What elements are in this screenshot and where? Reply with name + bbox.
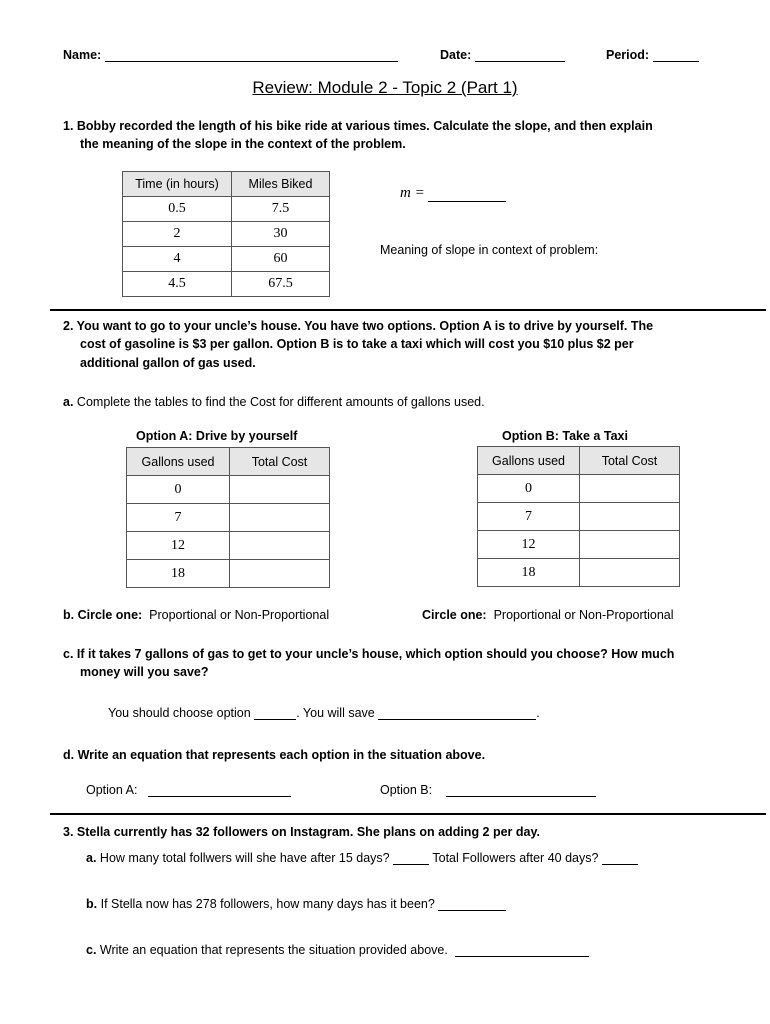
table-row (127, 504, 330, 532)
option-a-label: Option A: (86, 783, 138, 797)
table-row (127, 476, 330, 504)
cost-cell[interactable] (580, 559, 680, 587)
q2c-line1: c. If it takes 7 gallons of gas to get to your uncle’s house, which option should you choose? How much (63, 647, 675, 661)
q2-line3: additional gallon of gas used. (80, 356, 256, 370)
q1-cell: 0.5 (123, 197, 232, 222)
table-row (478, 531, 680, 559)
q2a-text: Complete the tables to find the Cost for different amounts of gallons used. (76, 395, 485, 409)
option-a-header-cost: Total Cost (230, 448, 330, 476)
circle-options[interactable]: Proportional or Non-Proportional (493, 608, 674, 622)
name-line (63, 48, 398, 62)
cost-cell[interactable] (580, 531, 680, 559)
q1-table (122, 171, 330, 297)
option-a-equation-blank[interactable] (148, 786, 291, 797)
option-b-table (477, 446, 680, 587)
slope-meaning-label: Meaning of slope in context of problem: (380, 243, 599, 257)
date-line (440, 48, 565, 62)
q2a-prompt (63, 395, 485, 409)
circle-label: Circle one: (422, 608, 487, 622)
q2b-label: b. Circle one: (63, 608, 143, 622)
name-blank[interactable] (105, 49, 398, 62)
section-divider (50, 813, 766, 815)
slope-answer (400, 185, 506, 202)
q2c-answer-part1: You should choose option (108, 706, 251, 720)
option-a-equation (86, 783, 291, 797)
table-row (127, 560, 330, 588)
table-row (127, 532, 330, 560)
slope-label: m = (400, 185, 425, 201)
q1-line1: 1. Bobby recorded the length of his bike ride at various times. Calculate the slope, and then explain (63, 119, 653, 133)
option-b-header-gallons: Gallons used (478, 447, 580, 475)
q2c-answer (108, 706, 540, 720)
cost-cell[interactable] (230, 532, 330, 560)
q1-cell: 30 (232, 222, 330, 247)
option-b-equation-blank[interactable] (446, 786, 596, 797)
q2-line2: cost of gasoline is $3 per gallon. Option B is to take a taxi which will cost you $10 plus $2 per (80, 337, 634, 351)
q2c-answer-end: . (536, 706, 540, 720)
q3b-text: If Stella now has 278 followers, how many days has it been? (100, 897, 435, 911)
gallons-cell: 0 (127, 476, 230, 504)
q2d-text: d. Write an equation that represents each option in the situation above. (63, 748, 486, 762)
q3a-blank-15[interactable] (393, 854, 429, 865)
gallons-cell: 7 (478, 503, 580, 531)
option-a-table (126, 447, 330, 588)
option-choice-blank[interactable] (254, 709, 296, 720)
table-row (123, 272, 330, 297)
table-row (123, 247, 330, 272)
q3c-text: Write an equation that represents the situation provided above. (99, 943, 448, 957)
gallons-cell: 12 (478, 531, 580, 559)
q1-header-time: Time (in hours) (123, 172, 232, 197)
table-row (123, 222, 330, 247)
table-row (478, 503, 680, 531)
q3a-prompt (86, 851, 638, 865)
period-line (606, 48, 699, 62)
q3c-prompt (86, 943, 589, 957)
q3b-prefix: b. (86, 897, 98, 911)
q3a-blank-40[interactable] (602, 854, 638, 865)
period-blank[interactable] (653, 49, 699, 62)
q2c-line2: money will you save? (80, 665, 209, 679)
q3a-prefix: a. (86, 851, 97, 865)
table-row (478, 559, 680, 587)
q1-cell: 2 (123, 222, 232, 247)
cost-cell[interactable] (230, 560, 330, 588)
gallons-cell: 0 (478, 475, 580, 503)
date-label: Date: (440, 48, 472, 62)
period-label: Period: (606, 48, 650, 62)
q3c-prefix: c. (86, 943, 97, 957)
name-label: Name: (63, 48, 102, 62)
gallons-cell: 18 (478, 559, 580, 587)
cost-cell[interactable] (580, 475, 680, 503)
option-b-header-cost: Total Cost (580, 447, 680, 475)
q1-cell: 4 (123, 247, 232, 272)
q3b-blank[interactable] (438, 900, 506, 911)
q1-line2: the meaning of the slope in the context of the problem. (80, 137, 406, 151)
q3-text: 3. Stella currently has 32 followers on Instagram. She plans on adding 2 per day. (63, 825, 540, 839)
option-a-header-gallons: Gallons used (127, 448, 230, 476)
table-row (123, 197, 330, 222)
cost-cell[interactable] (230, 476, 330, 504)
option-a-title: Option A: Drive by yourself (136, 429, 298, 443)
q3c-blank[interactable] (455, 946, 589, 957)
gallons-cell: 18 (127, 560, 230, 588)
gallons-cell: 12 (127, 532, 230, 560)
option-b-label: Option B: (380, 783, 433, 797)
q1-cell: 67.5 (232, 272, 330, 297)
cost-cell[interactable] (230, 504, 330, 532)
q1-cell: 60 (232, 247, 330, 272)
option-b-equation (380, 783, 596, 797)
option-b-title: Option B: Take a Taxi (502, 429, 628, 443)
slope-blank[interactable] (428, 191, 506, 202)
page-title: Review: Module 2 - Topic 2 (Part 1) (252, 78, 518, 97)
date-blank[interactable] (475, 49, 565, 62)
savings-blank[interactable] (378, 709, 536, 720)
q2-line1: 2. You want to go to your uncle’s house. You have two options. Option A is to drive by yourself. The (63, 319, 654, 333)
q2b-option-a-circle (63, 608, 329, 622)
q3b-prompt (86, 897, 506, 911)
q1-header-miles: Miles Biked (232, 172, 330, 197)
q2c-answer-part2: . You will save (296, 706, 375, 720)
q1-cell: 7.5 (232, 197, 330, 222)
q1-cell: 4.5 (123, 272, 232, 297)
cost-cell[interactable] (580, 503, 680, 531)
gallons-cell: 7 (127, 504, 230, 532)
q2b-options[interactable]: Proportional or Non-Proportional (149, 608, 330, 622)
q2a-prefix: a. (63, 395, 74, 409)
section-divider (50, 309, 766, 311)
table-row (478, 475, 680, 503)
q2b-option-b-circle (422, 608, 674, 622)
q3a-text: How many total follwers will she have after 15 days? (99, 851, 390, 865)
q3a-text2: Total Followers after 40 days? (432, 851, 599, 865)
